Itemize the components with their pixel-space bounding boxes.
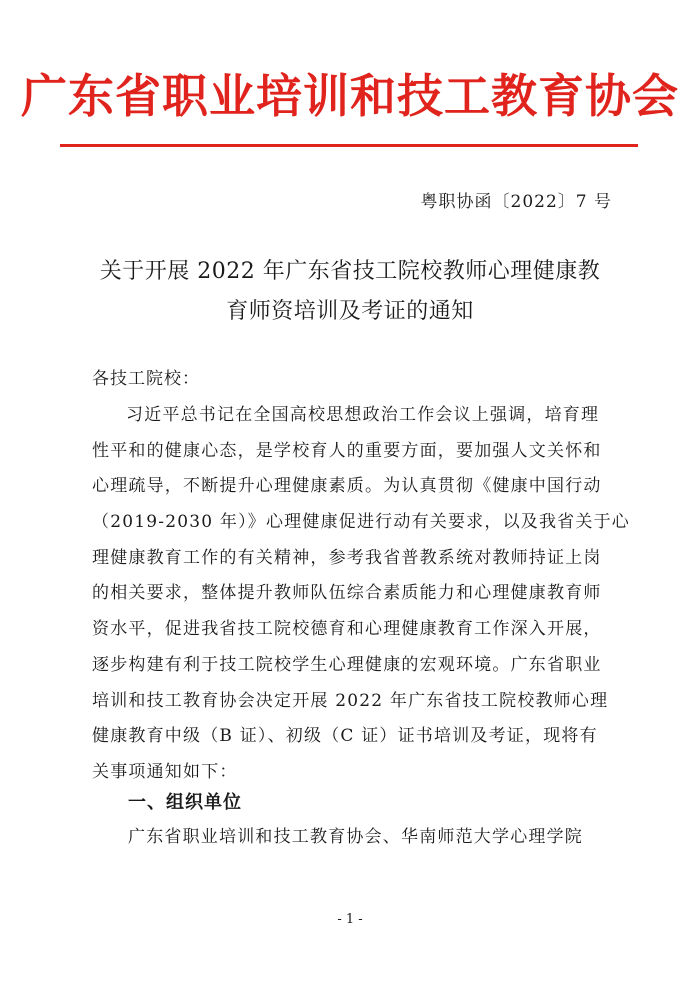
body-line: 习近平总书记在全国高校思想政治工作会议上强调，培育理 xyxy=(126,405,600,425)
body-line: 理健康教育工作的有关精神，参考我省普教系统对教师持证上岗 xyxy=(92,547,602,568)
body-line: 健康教育中级（B 证）、初级（C 证）证书培训及考证，现将有 xyxy=(92,726,598,747)
document-title-line-2: 育师资培训及考证的通知 xyxy=(226,299,474,324)
body-line: 逐步构建有利于技工院校学生心理健康的宏观环境。广东省职业 xyxy=(92,654,602,675)
document-number: 粤职协函〔2022〕7 号 xyxy=(420,192,612,212)
letterhead-divider xyxy=(60,144,638,147)
section-heading: 一、组织单位 xyxy=(128,792,242,813)
body-line: 心理疏导，不断提升心理健康素质。为认真贯彻《健康中国行动 xyxy=(92,476,602,497)
document-title-line-1: 关于开展 2022 年广东省技工院校教师心理健康教 xyxy=(99,259,601,284)
body-line: （2019-2030 年）》心理健康促进行动有关要求，以及我省关于心 xyxy=(92,512,630,533)
body-line: 性平和的健康心态，是学校育人的重要方面，要加强人文关怀和 xyxy=(92,440,602,461)
document-title xyxy=(80,252,620,332)
body-line: 资水平，促进我省技工院校德育和心理健康教育工作深入开展， xyxy=(92,619,602,640)
body-paragraph xyxy=(92,398,630,791)
body-line: 的相关要求，整体提升教师队伍综合素质能力和心理健康教育师 xyxy=(92,583,602,604)
letterhead-organization: 广东省职业培训和技工教育协会 xyxy=(21,69,679,123)
body-line: 关事项通知如下： xyxy=(92,761,238,782)
page-number: - 1 - xyxy=(337,912,363,927)
section-content: 广东省职业培训和技工教育协会、华南师范大学心理学院 xyxy=(128,827,583,847)
salutation: 各技工院校： xyxy=(92,369,200,389)
body-line: 培训和技工教育协会决定开展 2022 年广东省技工院校教师心理 xyxy=(92,690,609,711)
